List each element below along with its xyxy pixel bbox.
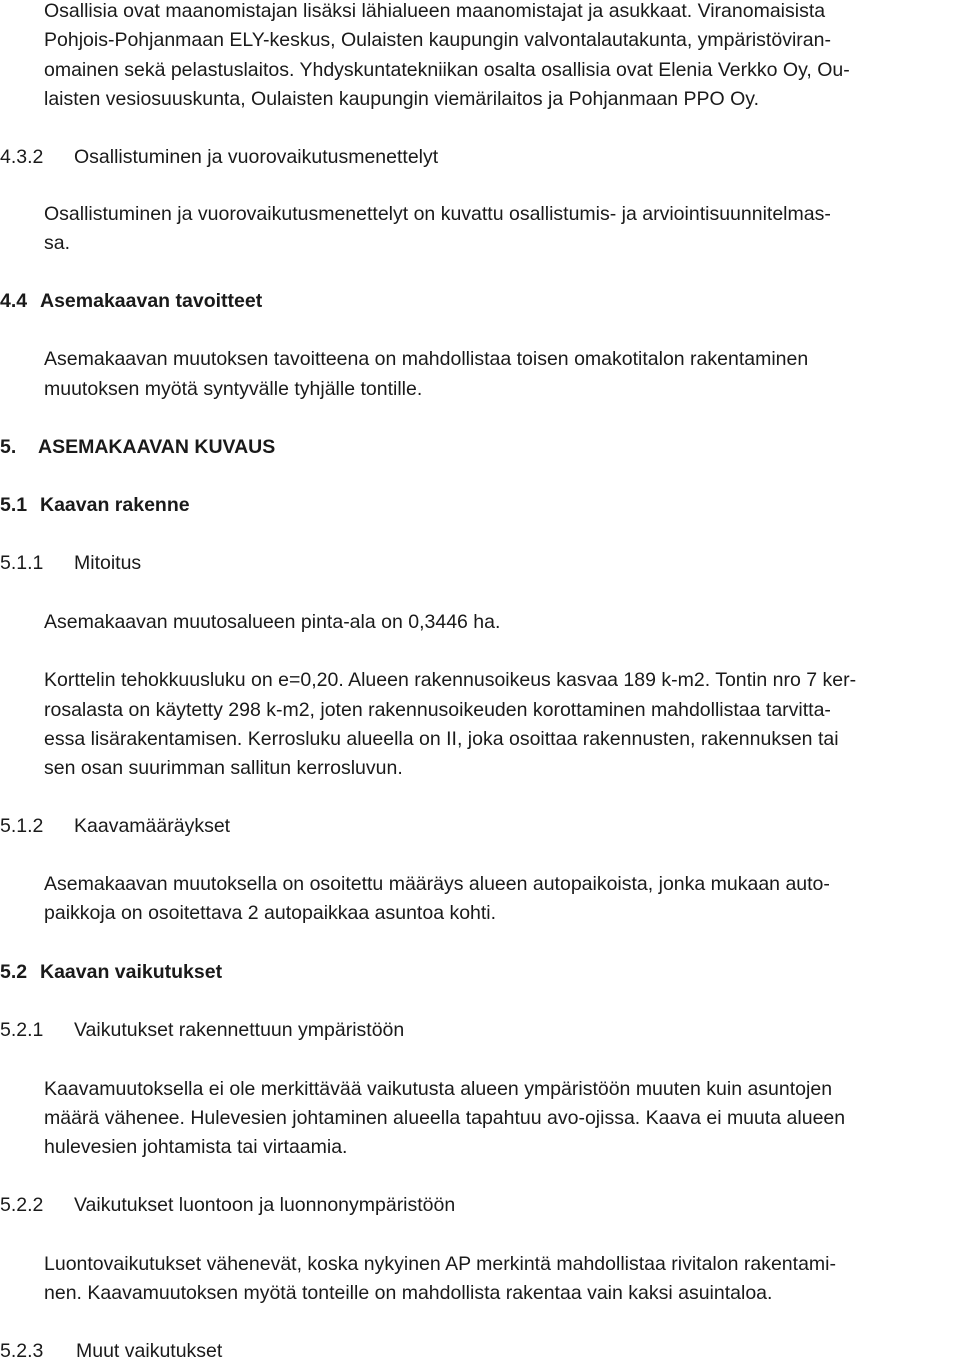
paragraph-line: määrä vähenee. Hulevesien johtaminen alueella tapahtuu avo-ojissa. Kaava ei muuta alueen (44, 1107, 846, 1129)
paragraph-line: paikkoja on osoitettava 2 autopaikkaa asuntoa kohti. (44, 902, 497, 924)
intro-line: Osallisia ovat maanomistajan lisäksi lähialueen maanomistajat ja asukkaat. Viranomaisista (44, 0, 826, 22)
subsection-number: 5.2.2 (0, 1194, 44, 1216)
paragraph-line: Korttelin tehokkuusluku on e=0,20. Alueen rakennusoikeus kasvaa 189 k-m2. Tontin nro 7 ker- (44, 669, 857, 691)
subsection-heading: Vaikutukset luontoon ja luonnonympäristöön (74, 1194, 456, 1216)
paragraph-line: Osallistuminen ja vuorovaikutusmenettelyt on kuvattu osallistumis- ja arviointisuunnitelmas- (44, 203, 831, 225)
paragraph-line: sa. (44, 232, 71, 254)
subsection-number: 5.2.1 (0, 1019, 44, 1041)
paragraph-line: Asemakaavan muutoksella on osoitettu määräys alueen autopaikoista, jonka mukaan auto- (44, 873, 830, 895)
section-heading: Kaavan rakenne (40, 494, 190, 516)
subsection-heading: Muut vaikutukset (76, 1340, 223, 1362)
subsection-number: 5.1.1 (0, 552, 44, 574)
chapter-heading: ASEMAKAAVAN KUVAUS (38, 436, 276, 458)
subsection-heading: Mitoitus (74, 552, 142, 574)
paragraph-line: sen osan suurimman sallitun kerrosluvun. (44, 757, 403, 779)
paragraph-line: rosalasta on käytetty 298 k-m2, joten rakennusoikeuden korottaminen mahdollistaa tarvitta- (44, 699, 831, 721)
paragraph-line: essa lisärakentamisen. Kerrosluku alueella on II, joka osoittaa rakennusten, rakennuksen tai (44, 728, 839, 750)
paragraph-line: Luontovaikutukset vähenevät, koska nykyinen AP merkintä mahdollistaa rivitalon rakentami- (44, 1253, 836, 1275)
section-number: 5.2 (0, 961, 28, 983)
subsection-number: 5.2.3 (0, 1340, 44, 1362)
subsection-heading: Kaavamääräykset (74, 815, 231, 837)
section-number: 4.4 (0, 290, 28, 312)
paragraph-line: muutoksen myötä syntyvälle tyhjälle tontille. (44, 378, 423, 400)
intro-line: laisten vesiosuuskunta, Oulaisten kaupungin viemärilaitos ja Pohjanmaan PPO Oy. (44, 88, 760, 110)
section-number: 5.1 (0, 494, 28, 516)
paragraph-line: Asemakaavan muutoksen tavoitteena on mahdollistaa toisen omakotitalon rakentaminen (44, 348, 809, 370)
paragraph-line: nen. Kaavamuutoksen myötä tonteille on mahdollista rakentaa vain kaksi asuintaloa. (44, 1282, 773, 1304)
section-heading: Osallistuminen ja vuorovaikutusmenettelyt (74, 146, 439, 168)
paragraph-line: Asemakaavan muutosalueen pinta-ala on 0,3446 ha. (44, 611, 501, 633)
section-number: 4.3.2 (0, 146, 44, 168)
intro-line: Pohjois-Pohjanmaan ELY-keskus, Oulaisten kaupungin valvontalautakunta, ympäristöviran- (44, 29, 831, 51)
subsection-heading: Vaikutukset rakennettuun ympäristöön (74, 1019, 405, 1041)
section-heading: Asemakaavan tavoitteet (40, 290, 263, 312)
paragraph-line: Kaavamuutoksella ei ole merkittävää vaikutusta alueen ympäristöön muuten kuin asuntojen (44, 1078, 833, 1100)
paragraph-line: hulevesien johtamista tai virtaamia. (44, 1136, 348, 1158)
intro-line: omainen sekä pelastuslaitos. Yhdyskuntatekniikan osalta osallisia ovat Elenia Verkko Oy, Ou- (44, 59, 850, 81)
subsection-number: 5.1.2 (0, 815, 44, 837)
section-heading: Kaavan vaikutukset (40, 961, 223, 983)
chapter-number: 5. (0, 436, 17, 458)
